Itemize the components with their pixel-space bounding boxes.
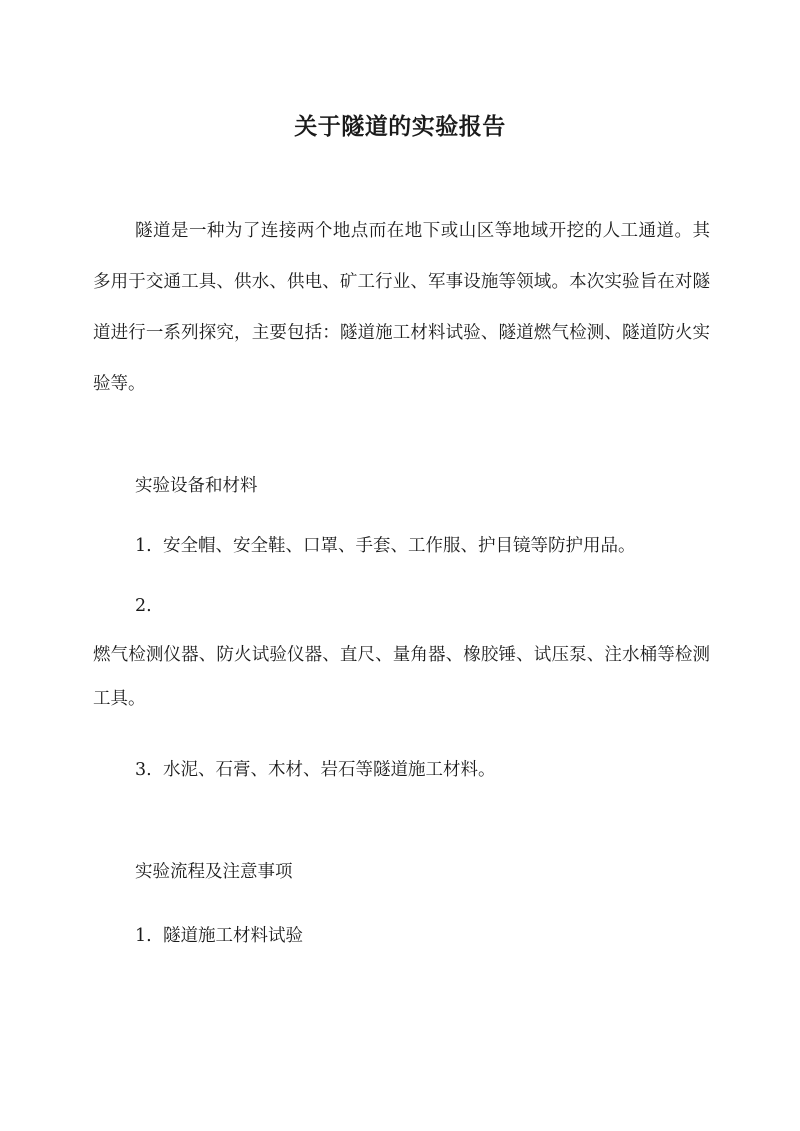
list-item-number: 1. bbox=[135, 536, 152, 556]
list-item-text: 隧道施工材料试验 bbox=[163, 926, 303, 946]
list-item-text: 安全帽、安全鞋、口罩、手套、工作服、护目镜等防护用品。 bbox=[163, 536, 636, 556]
list-item bbox=[135, 755, 496, 785]
list-item-text: 水泥、石膏、木材、岩石等隧道施工材料。 bbox=[163, 760, 496, 780]
list-item bbox=[135, 531, 636, 561]
list-item bbox=[135, 921, 303, 951]
section-heading-equipment: 实验设备和材料 bbox=[135, 476, 258, 496]
list-item-text: 燃气检测仪器、防火试验仪器、直尺、量角器、橡胶锤、试压泵、注水桶等检测工具。 bbox=[93, 645, 710, 709]
list-item-number: 3. bbox=[135, 760, 152, 780]
document-title: 关于隧道的实验报告 bbox=[294, 113, 506, 141]
intro-paragraph: 隧道是一种为了连接两个地点而在地下或山区等地域开挖的人工通道。其多用于交通工具、供水、供电、矿工行业、军事设施等领域。本次实验旨在对隧道进行一系列探究，主要包括：隧道施工材料试验、隧道燃气检测、隧道防火实验等。 bbox=[93, 221, 710, 394]
list-item-number: 1. bbox=[135, 926, 152, 946]
section-heading-procedure: 实验流程及注意事项 bbox=[135, 862, 293, 882]
list-item-number: 2. bbox=[135, 596, 152, 616]
